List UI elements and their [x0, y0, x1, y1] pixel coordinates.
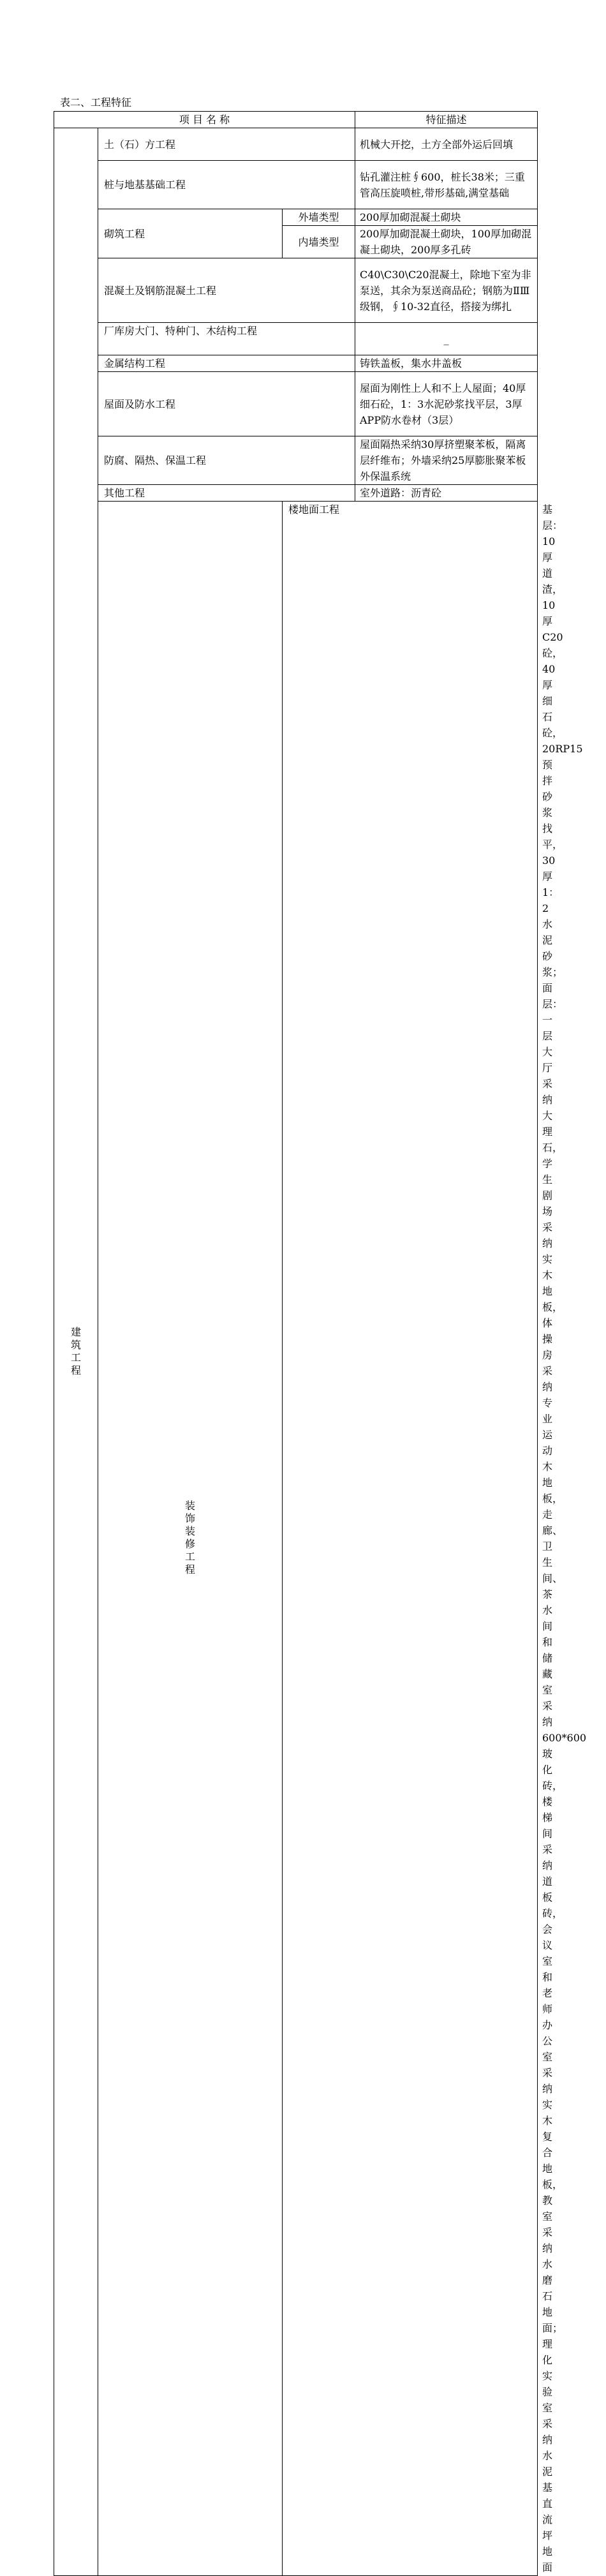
- row-sublabel: 外墙类型: [283, 209, 355, 226]
- table-row: 装饰装修工程 楼地面工程 基层：10厚道渣，10厚C20砼，40厚细石砼，20RP15预拌砂浆找平，30厚1：2水泥砂浆；面层：一层大厅采纳大理石，学生剧场采纳实木地板，体操房采纳专业运动木地板，走廊、卫生间、茶水间和储藏室采纳600*600玻化砖，楼梯间采纳道板砖，会议室和老师办公室采纳实木复合地板，教室采纳水磨石地面；理化实验室采纳水泥基直流坪地面: [54, 502, 538, 2576]
- engineering-features-table: [54, 111, 587, 2576]
- row-name: 桩与地基基础工程: [98, 161, 355, 209]
- row-name: 金属结构工程: [98, 355, 355, 372]
- category-decoration-label: 装饰装修工程: [184, 1500, 195, 1575]
- row-desc: 屋面为刚性上人和不上人屋面；40厚细石砼，1：3水泥砂浆找平层，3厚APP防水卷材（3层）: [355, 372, 538, 436]
- table-row: [54, 161, 538, 209]
- row-desc: 屋面隔热采纳30厚挤塑聚苯板，隔离层纤维布；外墙采纳25厚膨胀聚苯板外保温系统: [355, 436, 538, 485]
- row-desc: 200厚加砌混凝土砌块: [355, 209, 538, 226]
- row-name: 其他工程: [98, 485, 355, 502]
- row-name: 屋面及防水工程: [98, 372, 355, 436]
- row-desc: 机械大开挖，土方全部外运后回填: [355, 128, 538, 161]
- table-header-row: [54, 112, 538, 128]
- row-name: 混凝土及钢筋混凝土工程: [98, 258, 355, 323]
- table-row: [54, 128, 538, 161]
- table-row: [54, 485, 538, 502]
- row-sublabel: 内墙类型: [283, 226, 355, 258]
- table-row: [54, 209, 538, 226]
- table-row: [54, 258, 538, 323]
- category-building-label: 建筑工程: [70, 1325, 81, 1376]
- row-name: 厂库房大门、特种门、木结构工程: [98, 323, 355, 355]
- row-name: 楼地面工程: [283, 502, 538, 2576]
- table-caption: 表二、工程特征: [60, 96, 132, 108]
- header-name: 项 目 名 称: [54, 112, 355, 128]
- row-name: 防腐、隔热、保温工程: [98, 436, 355, 485]
- header-desc: 特征描述: [355, 112, 538, 128]
- category-decoration: [98, 502, 283, 2576]
- row-name: 砌筑工程: [98, 209, 283, 258]
- table-row: [54, 372, 538, 436]
- table-row: [54, 436, 538, 485]
- row-desc: 室外道路：沥青砼: [355, 485, 538, 502]
- row-desc: 钻孔灌注桩∮600，桩长38米；三重管高压旋喷桩,带形基础,满堂基础: [355, 161, 538, 209]
- row-desc: _: [355, 323, 538, 355]
- row-desc: C40\C30\C20混凝土，除地下室为非泵送，其余为泵送商品砼；钢筋为ⅡⅢ级钢，∮10-32直径，搭接为绑扎: [355, 258, 538, 323]
- row-desc: 200厚加砌混凝土砌块，100厚加砌混凝土砌块，200厚多孔砖: [355, 226, 538, 258]
- row-name: 土（石）方工程: [98, 128, 355, 161]
- table-row: [54, 355, 538, 372]
- table-row: [54, 323, 538, 355]
- category-building: [54, 128, 98, 2576]
- row-desc: 铸铁盖板，集水井盖板: [355, 355, 538, 372]
